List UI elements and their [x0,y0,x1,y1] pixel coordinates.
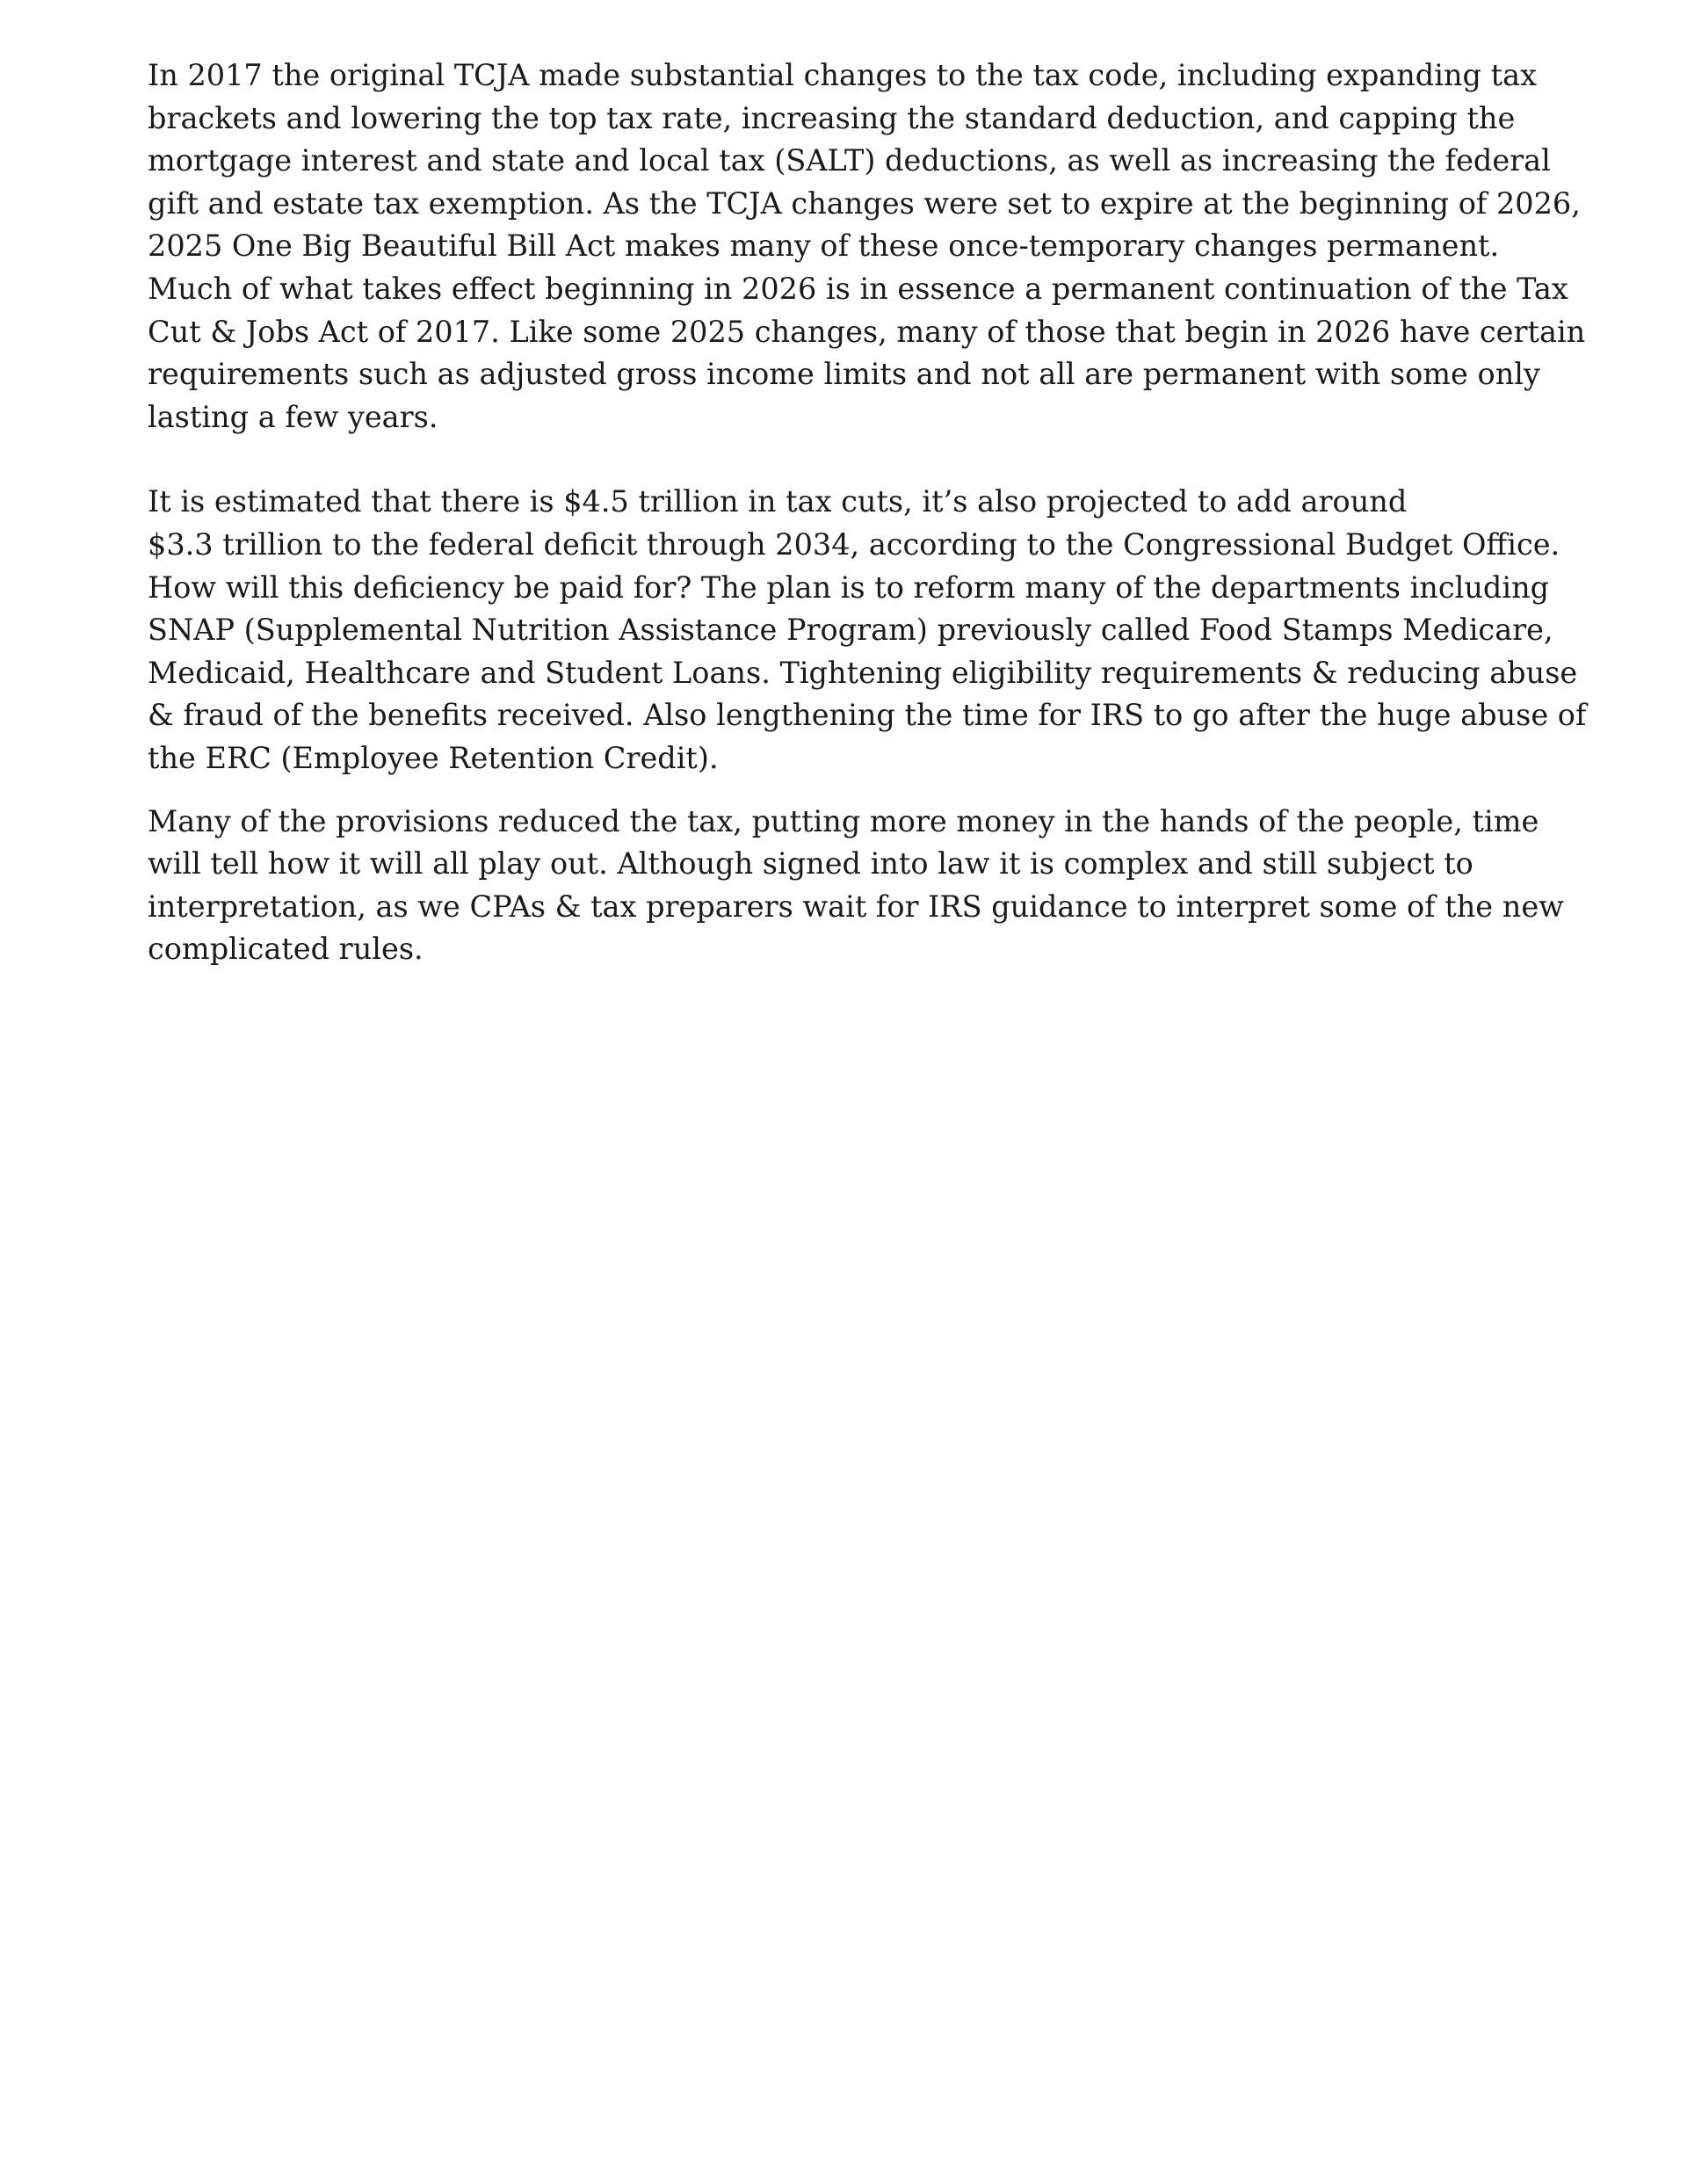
text-line: $3.3 trillion to the federal deficit through 2034, according to the Congressional Budget Office. [148,526,1560,562]
text-line: interpretation, as we CPAs & tax preparers wait for IRS guidance to interpret some of the new [148,889,1564,924]
text-line: brackets and lowering the top tax rate, increasing the standard deduction, and capping the [148,100,1516,135]
paragraph-tcja-background [148,54,1586,439]
text-line: It is estimated that there is $4.5 trillion in tax cuts, it’s also projected to add around [148,484,1408,519]
text-line: the ERC (Employee Retention Credit). [148,740,719,775]
text-line: SNAP (Supplemental Nutrition Assistance Program) previously called Food Stamps Medicare, [148,613,1553,648]
text-line: & fraud of the benefits received. Also lengthening the time for IRS to go after the huge abuse of [148,698,1587,733]
text-line: lasting a few years. [148,399,438,434]
text-line: In 2017 the original TCJA made substantial changes to the tax code, including expanding tax [148,58,1537,92]
text-line: mortgage interest and state and local tax (SALT) deductions, as well as increasing the federal [148,143,1551,178]
text-line: will tell how it will all play out. Although signed into law it is complex and still subject to [148,846,1473,882]
text-line: gift and estate tax exemption. As the TCJA changes were set to expire at the beginning of 2026, [148,185,1581,221]
document-body [148,54,1587,971]
text-line: Cut & Jobs Act of 2017. Like some 2025 changes, many of those that begin in 2026 have certain [148,314,1586,349]
text-line: Medicaid, Healthcare and Student Loans. Tightening eligibility requirements & reducing abuse [148,655,1578,690]
text-line: requirements such as adjusted gross income limits and not all are permanent with some only [148,357,1540,392]
paragraph-deficit-estimate [148,481,1587,780]
text-line: 2025 One Big Beautiful Bill Act makes many of these once-temporary changes permanent. [148,229,1500,264]
text-line: How will this deficiency be paid for? The plan is to reform many of the departments including [148,570,1550,605]
paragraph-conclusion [148,801,1564,971]
text-line: Much of what takes effect beginning in 2026 is in essence a permanent continuation of the Tax [148,271,1568,306]
text-line: Many of the provisions reduced the tax, putting more money in the hands of the people, time [148,803,1539,838]
text-line: complicated rules. [148,932,424,967]
